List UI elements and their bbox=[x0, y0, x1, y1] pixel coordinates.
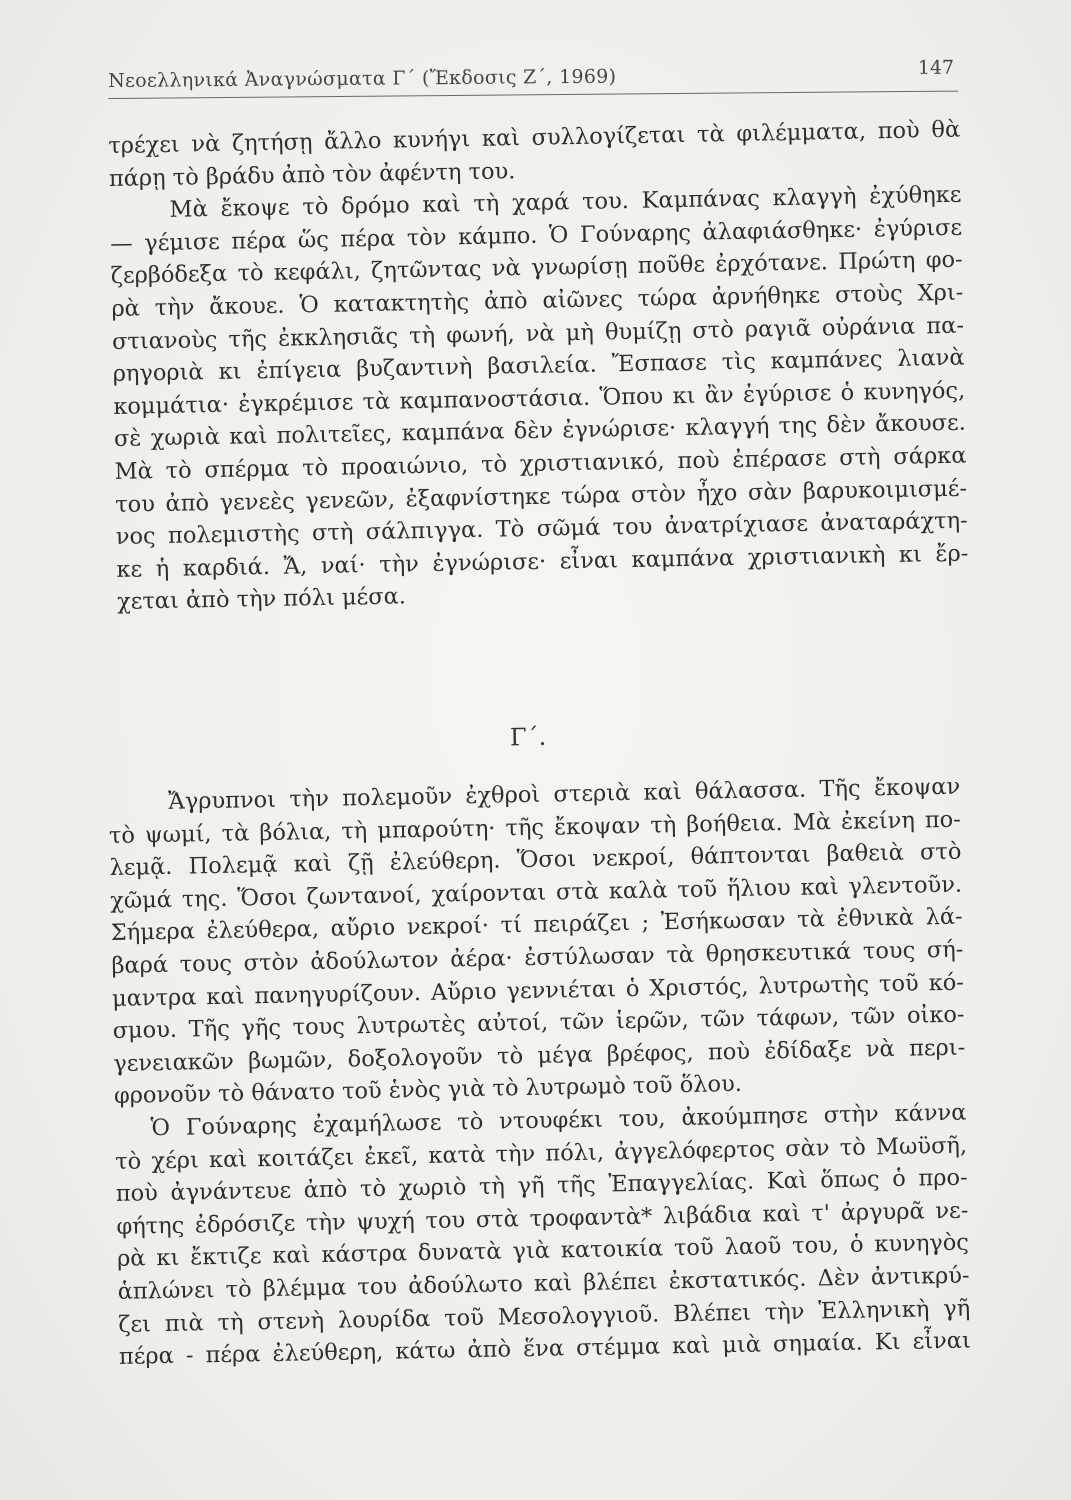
text-line: Μὰ τὸ σπέρμα τὸ προαιώνιο, τὸ χριστιανικό, ποὺ ἐπέρασε στὴ σάρκα bbox=[114, 442, 967, 485]
text-line: ρηγοριὰ κι ἐπίγεια βυζαντινὴ βασιλεία. Ἔσπασε τὶς καμπάνες λιανὰ bbox=[112, 344, 965, 388]
text-block-2 bbox=[108, 771, 971, 1374]
text-line: Μὰ ἔκοψε τὸ δρόμο καὶ τὴ χαρά του. Καμπάνας κλαγγὴ ἐχύθηκε bbox=[169, 181, 962, 224]
text-line: Ὁ Γούναρης ἐχαμήλωσε τὸ ντουφέκι του, ἀκούμπησε στὴν κάννα bbox=[150, 1099, 967, 1142]
text-line: κε ἡ καρδιά. Ἄ, ναί· τὴν ἐγνώρισε· εἶναι καμπάνα χριστιανικὴ κι ἔρ- bbox=[116, 540, 969, 583]
text-line: Σήμερα ἐλεύθερα, αὔριο νεκροί· τί πειράζει ; Ἐσήκωσαν τὰ ἐθνικὰ λά- bbox=[110, 903, 963, 947]
text-line: στιανοὺς τῆς ἐκκλησιᾶς τὴ φωνή, νὰ μὴ θυμίζῃ στὸ ραγιᾶ οὐράνια πα- bbox=[111, 312, 965, 355]
text-line: πέρα - πέρα ἐλεύθερη, κάτω ἀπὸ ἕνα στέμμα καὶ μιὰ σημαία. Κι εἶναι bbox=[118, 1327, 972, 1370]
text-line: χεται ἀπὸ τὴν πόλι μέσα. bbox=[116, 583, 407, 616]
text-line: κομμάτια· ἐγκρέμισε τὰ καμπανοστάσια. Ὅπου κι ἂν ἐγύρισε ὁ κυνηγός, bbox=[113, 377, 966, 420]
text-line: ἁπλώνει τὸ βλέμμα του ἀδούλωτο καὶ βλέπει ἐκστατικός. Δὲν ἀντικρύ- bbox=[117, 1262, 970, 1305]
text-line: σμου. Τῆς γῆς τους λυτρωτὲς αὐτοί, τῶν ἱερῶν, τῶν τάφων, τῶν οἰκο- bbox=[112, 1001, 965, 1045]
text-line: φήτης ἐδρόσιζε τὴν ψυχή του στὰ τροφαντὰ* λιβάδια καὶ τ' ἀργυρᾶ νε- bbox=[116, 1197, 969, 1240]
text-line: — γέμισε πέρα ὥς πέρα τὸν κάμπο. Ὁ Γούναρης ἀλαφιάσθηκε· ἐγύρισε bbox=[109, 214, 963, 257]
text-line: πάρῃ τὸ βράδυ ἀπὸ τὸν ἀφέντη του. bbox=[108, 157, 516, 192]
text-line: του ἀπὸ γενεὲς γενεῶν, ἐξαφνίστηκε τώρα στὸν ἦχο σὰν βαρυκοιμισμέ- bbox=[114, 475, 968, 518]
text-line: τὸ ψωμί, τὰ βόλια, τὴ μπαρούτη· τῆς ἔκοψαν τὴ βοήθεια. Μὰ ἐκείνη πο- bbox=[108, 806, 962, 849]
text-line: φρονοῦν τὸ θάνατο τοῦ ἑνὸς γιὰ τὸ λυτρωμὸ τοῦ ὅλου. bbox=[113, 1071, 743, 1110]
text-line: ρὰ τὴν ἄκουε. Ὁ κατακτητὴς ἀπὸ αἰῶνες τώρα ἀρνήθηκε στοὺς Χρι- bbox=[111, 279, 964, 322]
text-block-1 bbox=[108, 114, 969, 619]
section-heading: Γ΄. bbox=[509, 722, 547, 752]
text-line: σὲ χωριὰ καὶ πολιτεῖες, καμπάνα δὲν ἐγνώρισε· κλαγγή της δὲν ἄκουσε. bbox=[113, 409, 967, 453]
text-line: τὸ χέρι καὶ κοιτάζει ἐκεῖ, κατὰ τὴν πόλι, ἀγγελόφερτος σὰν τὸ Μωϋσῆ, bbox=[114, 1132, 968, 1175]
text-line: λεμᾷ. Πολεμᾷ καὶ ζῇ ἐλεύθερη. Ὅσοι νεκροί, θάπτονται βαθειὰ στὸ bbox=[109, 838, 962, 882]
text-line: τρέχει νὰ ζητήσῃ ἄλλο κυνήγι καὶ συλλογίζεται τὰ φιλέμματα, ποὺ θὰ bbox=[108, 116, 961, 159]
text-line: νος πολεμιστὴς στὴ σάλπιγγα. Τὸ σῶμά του ἀνατρίχιασε ἀναταράχτη- bbox=[115, 507, 968, 551]
running-head bbox=[108, 57, 958, 99]
page-number: 147 bbox=[917, 56, 955, 79]
text-line: μαντρα καὶ πανηγυρίζουν. Αὔριο γεννιέται ὁ Χριστός, λυτρωτὴς τοῦ κό- bbox=[111, 969, 965, 1012]
text-line: ρὰ κι ἔκτιζε καὶ κάστρα δυνατὰ γιὰ κατοικία τοῦ λαοῦ του, ὁ κυνηγὸς bbox=[116, 1229, 970, 1273]
text-line: ποὺ ἀγνάντευε ἀπὸ τὸ χωριὸ τὴ γῆ τῆς Ἐπαγγελίας. Καὶ ὅπως ὁ προ- bbox=[115, 1164, 968, 1208]
running-head-title: Νεοελληνικά Ἀναγνώσματα Γ΄ (Ἔκδοσις Ζ΄, 1969) bbox=[108, 65, 617, 92]
text-line: ζερβόδεξα τὸ κεφάλι, ζητῶντας νὰ γνωρίσῃ ποῦθε ἐρχότανε. Πρώτη φο- bbox=[110, 246, 963, 290]
text-line: βαρά τους στὸν ἀδούλωτον ἀέρα· ἐστύλωσαν τὰ θρησκευτικά τους σή- bbox=[111, 936, 964, 979]
text-line: γενειακῶν βωμῶν, δοξολογοῦν τὸ μέγα βρέφος, ποὺ ἐδίδαξε νὰ περι- bbox=[113, 1034, 966, 1077]
text-line: Ἄγρυπνοι τὴν πολεμοῦν ἐχθροὶ στεριὰ καὶ θάλασσα. Τῆς ἔκοψαν bbox=[168, 773, 961, 815]
text-line: χῶμά της. Ὅσοι ζωντανοί, χαίρονται στὰ καλὰ τοῦ ἥλιου καὶ γλεντοῦν. bbox=[109, 871, 963, 914]
text-line: ζει πιὰ τὴ στενὴ λουρίδα τοῦ Μεσολογγιοῦ. Βλέπει τὴν Ἑλληνικὴ γῆ bbox=[118, 1295, 971, 1338]
